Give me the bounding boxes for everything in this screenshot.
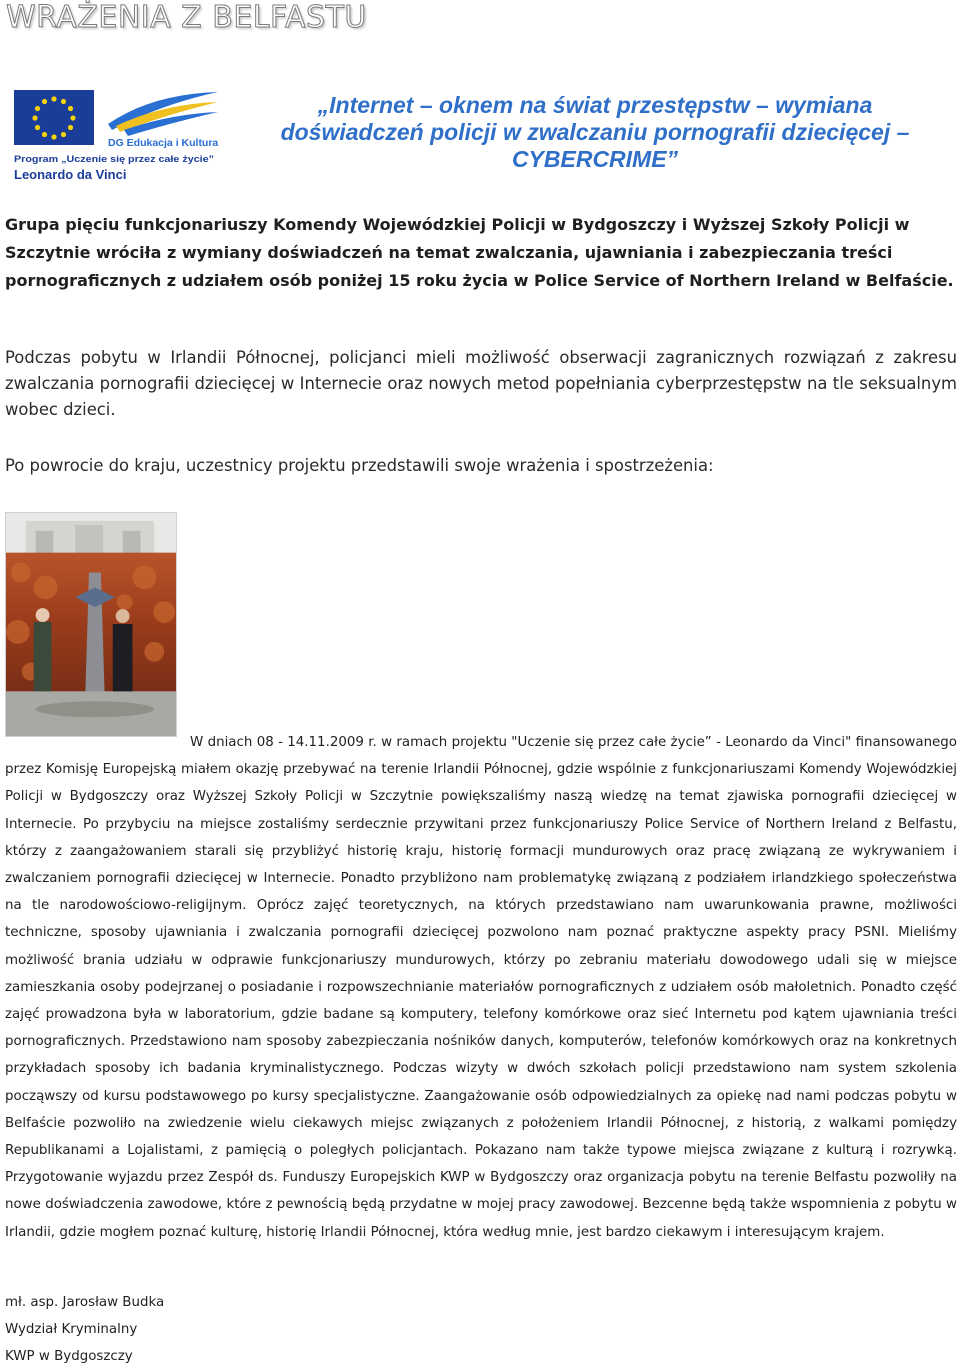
headline-line-3: CYBERCRIME” [511, 146, 679, 172]
logo-dg-text: DG Edukacja i Kultura [108, 137, 219, 149]
headline [250, 92, 940, 173]
intro-paragraph: Podczas pobytu w Irlandii Północnej, policjanci mieli możliwość obserwacji zagranicznych rozwiązań z zakresu zwalczania pornografii dziecięcej w Internecie oraz nowych metod popełniania cyberprzestępstw na tle seksualnym wobec dzieci. [5, 348, 957, 419]
signature-name: mł. asp. Jarosław Budka [5, 1295, 165, 1310]
memorial-photo [5, 512, 177, 737]
report-paragraph: W dniach 08 - 14.11.2009 r. w ramach projektu "Uczenie się przez całe życie” - Leonardo da Vinci" finansowanego przez Komisję Europejską miałem okazję przebywać na terenie Irlandii Północnej, gdzie wspólnie z funkcjonariuszami Komendy Wojewódzkiej Policji w Bydgoszczy oraz Wyższej Szkoły Policji w Szczytnie powiększaliśmy naszą wiedzę na temat zjawiska pornografii dziecięcej w Internecie. Po przybyciu na miejsce zostaliśmy serdecznie przywitani przez funkcjonariuszy Police Service of Northern Ireland z Belfastu, którzy z zaangażowaniem starali się przybliżyć historię kraju, historię formacji mundurowych oraz pracę związaną ze wykrywaniem i zwalczaniem pornografii dziecięcej w Internecie. Ponadto przybliżono nam problematykę związaną z podziałem irlandzkiego społeczeństwa na tle narodowościowo-religijnym. Oprócz zajęć teoretycznych, na których przedstawiano nam uwarunkowania prawne, możliwości techniczne, sposoby ujawniania i zwalczania pornografii dziecięcej pozwolono nam poznać praktyczne aspekty pracy PSNI. Mieliśmy możliwość brania udziału w odprawie funkcjonariuszy mundurowych, którzy po zebraniu materiału dowodowego udali się w miejsce zamieszkania osoby podejrzanej o posiadanie i rozpowszechnianie materiałów pornograficznych z udziałem osób małoletnich. Ponadto część zajęć prowadzona była w laboratorium, gdzie badane są komputery, telefony komórkowe oraz sieć Internetu pod kątem ujawniania treści pornograficznych. Przedstawiono nam sposoby zabezpieczania nośników danych, komputerów, telefonów komórkowych oraz na konkretnych przykładach sposoby ich badania kryminalistycznego. Podczas wizyty w dwóch szkołach policji przedstawiono nam system szkolenia począwszy od kursu podstawowego po kursy specjalistyczne. Zaangażowanie osób odpowiedzialnych za opiekę nad nami podczas pobytu w Belfaście pozwoliło na zwiedzenie wielu ciekawych miejsc związanych z położeniem Irlandii Północnej, z historią, z walkami pomiędzy Republikanami a Lojalistami, z pamięcią o poległych policjantach. Pokazano nam także typowe miejsca związane z kulturą i rozrywką. Przygotowanie wyjazdu przez Zespół ds. Funduszy Europejskich KWP w Bydgoszczy oraz organizacja pobytu na terenie Belfastu pozwoliły na nowe doświadczenia zawodowe, które z pewnością będą przydatne w mojej pracy zawodowej. Bezcenne będą także wspomnienia z pobytu w Irlandii, gdzie mogłem poznać kulturę, historię Irlandii Północnej, która według mnie, jest bardzo ciekawym i interesującym krajem. [5, 735, 957, 1240]
logo-leonardo-text: Leonardo da Vinci [14, 167, 127, 182]
wave-emblem-icon [108, 92, 218, 136]
summary-paragraph: Po powrocie do kraju, uczestnicy projektu przedstawili swoje wrażenia i spostrzeżenia: [5, 456, 714, 475]
signature-block [5, 1289, 405, 1370]
headline-line-2: doświadczeń policji w zwalczaniu pornografii dziecięcej – [280, 119, 910, 145]
signature-unit: KWP w Bydgoszczy [5, 1349, 133, 1364]
eu-leonardo-logo [12, 86, 222, 182]
logo-program-text: Program „Uczenie się przez całe życie” [14, 154, 214, 164]
signature-department: Wydział Kryminalny [5, 1322, 138, 1337]
lead-paragraph: Grupa pięciu funkcjonariuszy Komendy Wojewódzkiej Policji w Bydgoszczy i Wyższej Szkoły Policji w Szczytnie wróciła z wymiany doświadczeń na temat zwalczania, ujawniania i zabezpieczania treści pornograficznych z udziałem osób poniżej 15 roku życia w Police Service of Northern Ireland w Belfaście. [5, 215, 954, 290]
page-title: WRAŻENIA Z BELFASTU [6, 0, 367, 35]
headline-line-1: „Internet – oknem na świat przestępstw – wymiana [317, 92, 873, 118]
